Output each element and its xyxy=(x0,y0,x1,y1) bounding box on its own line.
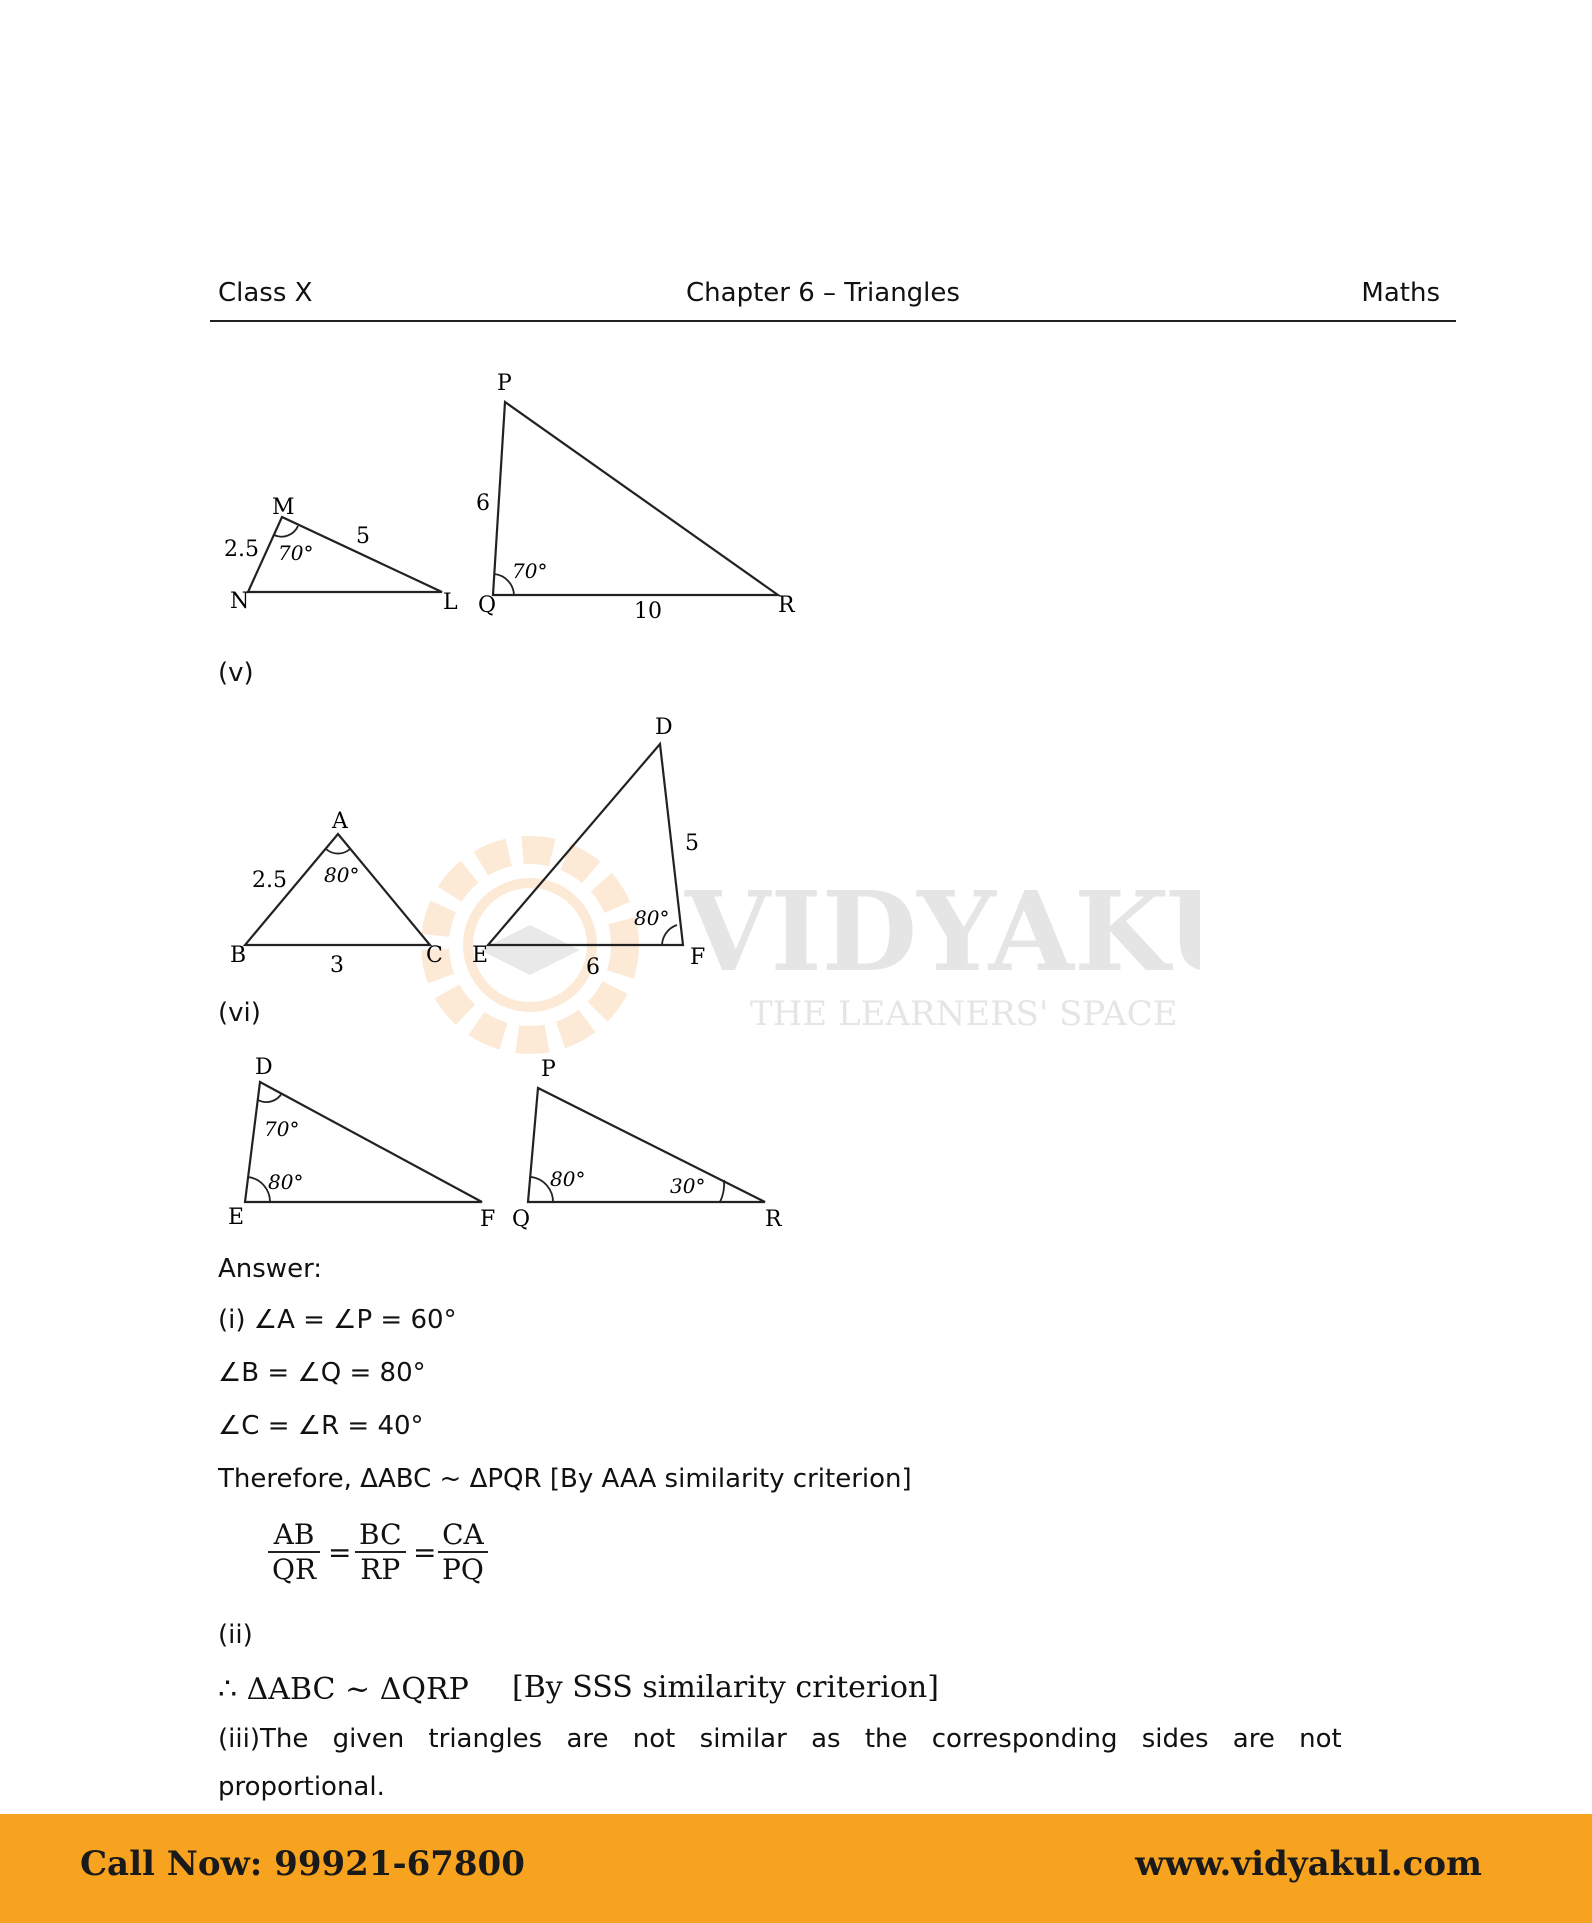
equals-sign: = xyxy=(413,1536,437,1569)
fraction-numerator: CA xyxy=(438,1518,488,1553)
answer-line-3: ∠C = ∠R = 40° xyxy=(218,1411,424,1441)
angle-f: 80° xyxy=(634,906,670,930)
side-ef: 6 xyxy=(586,955,600,980)
label-p: P xyxy=(497,371,512,396)
label-e-vi: E xyxy=(228,1205,245,1230)
part-v-label: (v) xyxy=(218,658,254,688)
footer-bar xyxy=(0,1814,1592,1923)
answer-line-4: Therefore, ΔABC ~ ΔPQR [By AAA similarity criterion] xyxy=(218,1464,912,1494)
label-f-vi: F xyxy=(480,1207,496,1232)
label-c: C xyxy=(426,943,443,968)
watermark-tagline: THE LEARNERS' SPACE xyxy=(750,994,1178,1034)
angle-q-vi: 80° xyxy=(550,1167,586,1191)
side-bc: 3 xyxy=(330,953,344,978)
fraction-bc-rp xyxy=(355,1518,406,1586)
label-d: D xyxy=(655,715,673,740)
side-ml: 5 xyxy=(356,524,370,549)
fraction-ab-qr xyxy=(268,1518,320,1586)
label-l: L xyxy=(443,590,458,615)
header-rule xyxy=(210,320,1456,322)
label-d-vi: D xyxy=(255,1055,273,1080)
side-mn: 2.5 xyxy=(224,537,259,562)
angle-arc-a xyxy=(326,849,350,854)
side-df: 5 xyxy=(685,831,699,856)
label-p-vi: P xyxy=(541,1057,556,1082)
angle-m: 70° xyxy=(278,541,314,565)
answer-line-2: ∠B = ∠Q = 80° xyxy=(218,1358,426,1388)
label-n: N xyxy=(230,589,250,614)
footer-website-link[interactable]: www.vidyakul.com xyxy=(1135,1844,1482,1884)
label-f: F xyxy=(690,945,706,970)
side-qr: 10 xyxy=(634,599,662,624)
angle-arc-d xyxy=(258,1093,282,1102)
angle-d-vi: 70° xyxy=(264,1117,300,1141)
equals-sign: = xyxy=(328,1536,352,1569)
fraction-numerator: AB xyxy=(268,1518,320,1553)
label-b: B xyxy=(230,943,247,968)
part-ii-reason: [By SSS similarity criterion] xyxy=(512,1670,939,1705)
fraction-ca-pq xyxy=(438,1518,488,1586)
footer-call-now[interactable]: Call Now: 99921-67800 xyxy=(80,1844,525,1884)
answer-title: Answer: xyxy=(218,1254,323,1284)
fraction-numerator: BC xyxy=(355,1518,406,1553)
watermark-brand: VIDYAK xyxy=(685,867,1166,996)
label-q-vi: Q xyxy=(512,1207,531,1232)
figure-v xyxy=(210,712,730,992)
part-vi-label: (vi) xyxy=(218,998,261,1028)
label-r: R xyxy=(778,593,795,618)
angle-r-vi: 30° xyxy=(670,1174,706,1198)
figure-vi xyxy=(210,1052,810,1242)
header-subject: Maths xyxy=(1361,278,1440,308)
label-a: A xyxy=(332,809,348,834)
label-r-vi: R xyxy=(765,1207,782,1232)
angle-arc-q xyxy=(494,574,514,595)
label-e: E xyxy=(472,943,489,968)
part-iii-line-2: proportional. xyxy=(218,1772,385,1802)
answer-line-1: (i) ∠A = ∠P = 60° xyxy=(218,1305,457,1335)
part-ii-statement: ∴ ΔABC ~ ΔQRP xyxy=(218,1672,469,1707)
angle-arc-e xyxy=(248,1177,270,1202)
label-m: M xyxy=(272,495,295,520)
part-ii-label: (ii) xyxy=(218,1620,253,1650)
angle-q: 70° xyxy=(512,559,548,583)
angle-arc-r-vi xyxy=(720,1180,724,1202)
figure-iv xyxy=(210,360,830,630)
fraction-denominator: QR xyxy=(272,1553,317,1586)
angle-e-vi: 80° xyxy=(268,1170,304,1194)
header-class: Class X xyxy=(218,278,313,308)
angle-a: 80° xyxy=(324,863,360,887)
fraction-denominator: RP xyxy=(360,1553,401,1586)
label-q: Q xyxy=(478,593,497,618)
fraction-denominator: PQ xyxy=(442,1553,484,1586)
part-iii-line-1: (iii)The given triangles are not similar as the corresponding sides are not xyxy=(218,1724,1342,1754)
side-ab: 2.5 xyxy=(252,868,287,893)
side-pq: 6 xyxy=(476,491,490,516)
header-chapter: Chapter 6 – Triangles xyxy=(686,278,960,308)
